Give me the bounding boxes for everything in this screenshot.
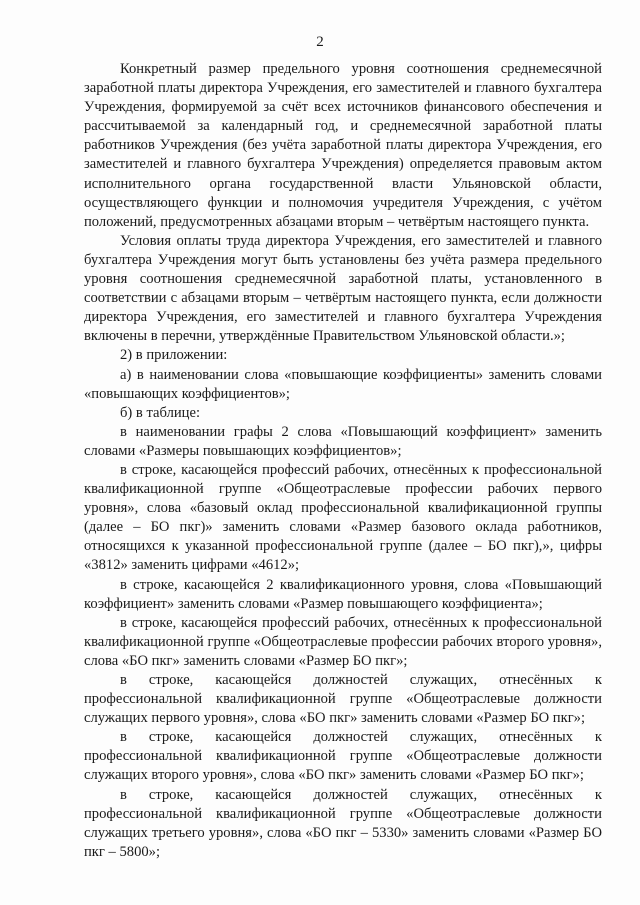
paragraph: в строке, касающейся должностей служащих, отнесённых к профессиональной квалификационной группе «Общеотраслевые должности служащих первого уровня», слова «БО пкг» заменить словами «Размер БО пкг»;: [84, 672, 602, 727]
paragraph: в строке, касающейся профессий рабочих, отнесённых к профессиональной квалификационной группе «Общеотраслевые профессии рабочих второго уровня», слова «БО пкг» заменить словами «Размер БО пкг»;: [84, 614, 602, 669]
paragraph: Конкретный размер предельного уровня соотношения среднемесячной заработной платы директора Учреждения, его заместителей и главного бухгалтера Учреждения, формируемой за счёт всех источников финансового обеспечения и рассчитываемой за календарный год, и среднемесячной заработной платы работников Учреждения (без учёта заработной платы директора Учреждения, его заместителей и главного бухгалтера Учреждения) определяется правовым актом исполнительного органа государственной власти Ульяновской области, осуществляющего функции и полномочия учредителя Учреждения, с учётом положений, предусмотренных абзацами вторым – четвёртым настоящего пункта.: [84, 61, 602, 230]
paragraph: а) в наименовании слова «повышающие коэффициенты» заменить словами «повышающих коэффициентов»;: [84, 366, 602, 402]
paragraph: б) в таблице:: [120, 404, 201, 421]
paragraph: в строке, касающейся должностей служащих, отнесённых к профессиональной квалификационной группе «Общеотраслевые должности служащих третьего уровня», слова «БО пкг – 5330» заменить словами «Размер БО пкг – 5800»;: [84, 786, 602, 860]
paragraph: в строке, касающейся профессий рабочих, отнесённых к профессиональной квалификационной группе «Общеотраслевые профессии рабочих первого уровня», слова «базовый оклад профессиональной квалификационной группы (далее – БО пкг)» заменить словами «Размер базового оклада работников, относящихся к указанной профессиональной группе (далее – БО пкг),», цифры «3812» заменить цифрами «4612»;: [84, 461, 602, 574]
paragraph: в наименовании графы 2 слова «Повышающий коэффициент» заменить словами «Размеры повышающих коэффициентов»;: [84, 423, 602, 459]
paragraph: в строке, касающейся должностей служащих, отнесённых к профессиональной квалификационной группе «Общеотраслевые должности служащих второго уровня», слова «БО пкг» заменить словами «Размер БО пкг»;: [84, 729, 602, 784]
page-number: 2: [316, 34, 324, 50]
paragraph: Условия оплаты труда директора Учреждения, его заместителей и главного бухгалтера Учреждения могут быть установлены без учёта размера предельного уровня соотношения среднемесячной заработной платы, установленного в соответствии с абзацами вторым – четвёртым настоящего пункта, если должности директора Учреждения, его заместителей и главного бухгалтера Учреждения включены в перечни, утверждённые Правительством Ульяновской области.»;: [84, 232, 602, 345]
document-body: [84, 60, 602, 862]
paragraph: в строке, касающейся 2 квалификационного уровня, слова «Повышающий коэффициент» заменить словами «Размер повышающего коэффициента»;: [84, 576, 602, 612]
paragraph: 2) в приложении:: [120, 347, 228, 364]
